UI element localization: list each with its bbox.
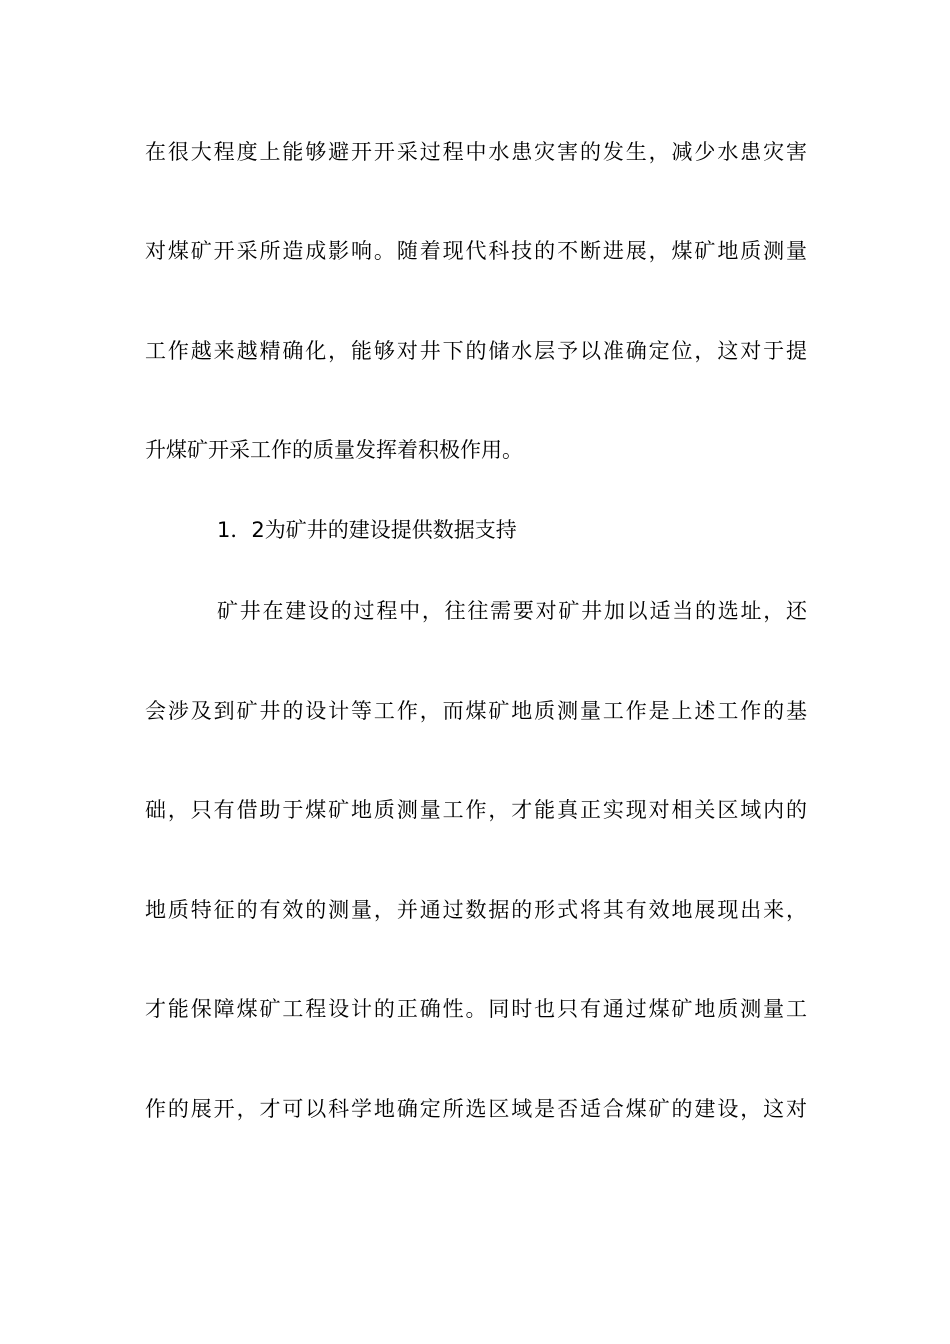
paragraph2-line-3: 础，只有借助于煤矿地质测量工作，才能真正实现对相关区域内的 — [145, 798, 807, 822]
section-heading: 1．2为矿井的建设提供数据支持 — [217, 518, 517, 542]
paragraph1-line-3: 工作越来越精确化，能够对井下的储水层予以准确定位，这对于提 — [145, 339, 807, 363]
paragraph2-line-4: 地质特征的有效的测量，并通过数据的形式将其有效地展现出来， — [145, 898, 807, 922]
paragraph2-line-5: 才能保障煤矿工程设计的正确性。同时也只有通过煤矿地质测量工 — [145, 997, 807, 1021]
paragraph1-line-1: 在很大程度上能够避开开采过程中水患灾害的发生，减少水患灾害 — [145, 140, 807, 164]
paragraph2-line-6: 作的展开，才可以科学地确定所选区域是否适合煤矿的建设，这对 — [145, 1097, 807, 1121]
paragraph2-line-2: 会涉及到矿井的设计等工作，而煤矿地质测量工作是上述工作的基 — [145, 699, 807, 723]
paragraph1-line-4: 升煤矿开采工作的质量发挥着积极作用。 — [145, 438, 523, 462]
paragraph1-line-2: 对煤矿开采所造成影响。随着现代科技的不断进展，煤矿地质测量 — [145, 239, 807, 263]
paragraph2-line-1: 矿井在建设的过程中，往往需要对矿井加以适当的选址，还 — [217, 599, 807, 623]
